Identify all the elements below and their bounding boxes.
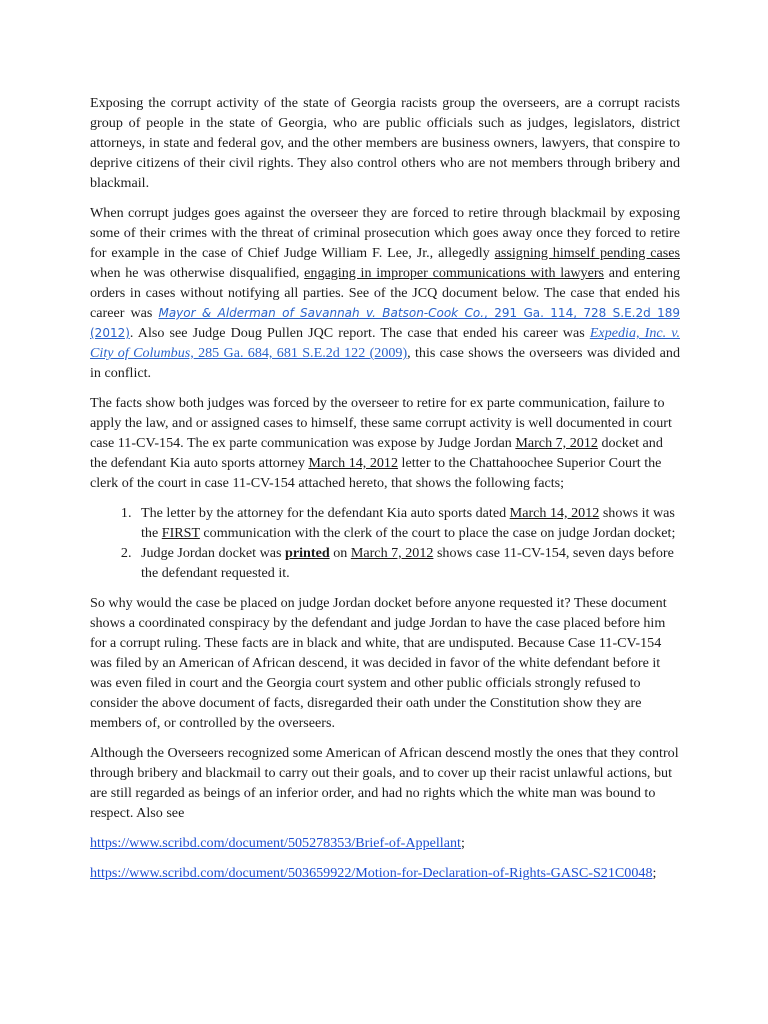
list-item-text: shows case 11-CV-154, seven days before the defendant requested it. <box>141 545 674 581</box>
document-page <box>90 93 680 893</box>
p2-text-2: when he was otherwise disqualified, <box>90 265 305 281</box>
list-item-text: Judge Jordan docket was <box>141 545 286 561</box>
list-item-text: shows it was the <box>141 505 675 541</box>
p2-text-5: , this case shows the overseers was divided and in conflict. <box>90 345 681 381</box>
link-suffix: ; <box>460 835 465 851</box>
list-item-text: The letter by the attorney for the defendant Kia auto sports dated <box>141 505 510 521</box>
case-link-batson-cook-cite: , 291 Ga. 114, 728 S.E.2d 189 (2012) <box>90 306 680 340</box>
link-suffix: ; <box>652 865 657 881</box>
p3-text-3: letter to the Chattahoochee Superior Court the clerk of the court in case 11-CV-154 attached hereto, that shows the following facts; <box>90 455 662 491</box>
p2-text-4: . Also see Judge Doug Pullen JQC report. The case that ended his career was <box>129 325 590 341</box>
paragraph-overseers: Although the Overseers recognized some American of African descend mostly the ones that they control through bribery and blackmail to carry out their goals, and to cover up their racist unlawful actions, but are still regarded as beings of an inferior order, and had no rights which the white man was bound to respect. Also see <box>90 745 679 821</box>
list-item-underline: FIRST <box>161 525 200 541</box>
p3-date-march-7: March 7, 2012 <box>515 435 598 451</box>
list-item <box>135 503 680 543</box>
facts-list <box>90 503 680 583</box>
case-link-expedia-name: Expedia, Inc. v. City of Columbus, <box>90 325 680 361</box>
scribd-link-motion[interactable]: https://www.scribd.com/document/503659922/Motion-for-Declaration-of-Rights-GASC-S21C0048 <box>90 865 653 881</box>
p3-text-1: The facts show both judges was forced by the overseer to retire for ex parte communication, failure to apply the law, and or assigned cases to himself, these same corrupt activity is well documented in court case 11-CV-154. The ex parte communication was expose by Judge Jordan <box>90 395 672 451</box>
case-link-batson-cook-name: Mayor & Alderman of Savannah v. Batson-Cook Co. <box>158 306 485 320</box>
reference-link-2 <box>90 863 680 883</box>
scribd-link-brief[interactable]: https://www.scribd.com/document/505278353/Brief-of-Appellant <box>90 835 461 851</box>
case-link-expedia-cite: 285 Ga. 684, 681 S.E.2d 122 (2009) <box>193 345 408 361</box>
p2-text-3: and entering orders in cases without notifying all parties. See of the JCQ document below. The case that ended his career was <box>90 265 680 321</box>
p2-underline-communications: engaging in improper communications with lawyers <box>304 265 605 281</box>
p2-text-1: When corrupt judges goes against the overseer they are forced to retire through blackmail by exposing some of their crimes with the threat of criminal prosecution which goes away once they forced to retire for example in the case of Chief Judge William F. Lee, Jr., allegedly <box>90 205 680 261</box>
p3-date-march-14: March 14, 2012 <box>308 455 399 471</box>
p2-underline-assigning: assigning himself pending cases <box>494 245 680 261</box>
list-item-bold: printed <box>285 545 330 561</box>
list-item-underline: March 14, 2012 <box>509 505 600 521</box>
paragraph-facts <box>90 393 680 493</box>
paragraph-intro: Exposing the corrupt activity of the state of Georgia racists group the overseers, are a corrupt racists group of people in the state of Georgia, who are public officials such as judges, legislators, district attorneys, in state and federal gov, and the other members are business owners, lawyers, that conspire to deprive citizens of their civil rights. They also control others who are not members through bribery and blackmail. <box>90 95 680 191</box>
list-item <box>135 543 680 583</box>
paragraph-conspiracy: So why would the case be placed on judge Jordan docket before anyone requested it? These document shows a coordinated conspiracy by the defendant and judge Jordan to have the case placed before him for a corrupt ruling. These facts are in black and white, that are undisputed. Because Case 11-CV-154 was filed by an American of African descend, it was decided in favor of the white defendant before it was even filed in court and the Georgia court system and other public officials strongly refused to consider the above document of facts, disregarded their oath under the Constitution show they are members of, or controlled by the overseers. <box>90 595 667 731</box>
list-item-underline: March 7, 2012 <box>350 545 434 561</box>
paragraph-judge-lee <box>90 203 680 383</box>
list-item-text: communication with the clerk of the court to place the case on judge Jordan docket; <box>199 525 676 541</box>
reference-link-1 <box>90 833 680 853</box>
p3-text-2: docket and the defendant Kia auto sports attorney <box>90 435 663 471</box>
list-item-text: on <box>329 545 351 561</box>
